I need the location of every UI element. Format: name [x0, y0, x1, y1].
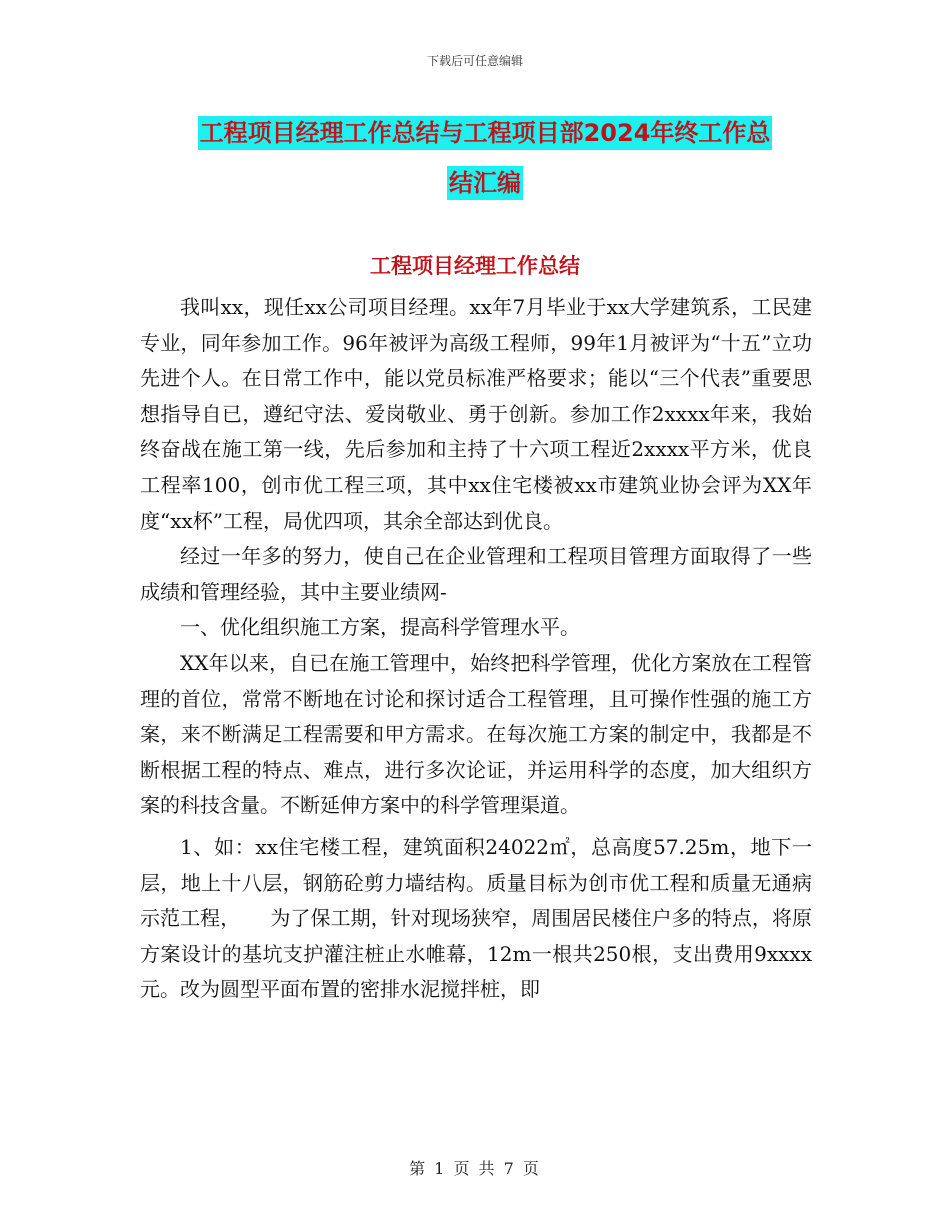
paragraph-example-1: 1、如：xx住宅楼工程，建筑面积24022㎡，总高度57.25m，地下一层，地上十八层，钢筋砼剪力墙结构。质量目标为创市优工程和质量无通病示范工程， 为了保工期，针对现场狭窄，周围居民楼住户多的特点，将原方案设计的基坑支护灌注桩止水帷幕，12m一根共250根，支出费用9xxxx元。改为圆型平面布置的密排水泥搅拌桩，即 — [140, 834, 812, 1002]
document-title — [140, 108, 830, 208]
paragraph-heading-1: 一、优化组织施工方案，提高科学管理水平。 — [180, 615, 580, 640]
section-title: 工程项目经理工作总结 — [370, 254, 580, 278]
page-number-footer: 第 1 页 共 7 页 — [409, 1159, 541, 1178]
paragraph-intro: 我叫xx，现任xx公司项目经理。xx年7月毕业于xx大学建筑系，工民建专业，同年参加工作。96年被评为高级工程师，99年1月被评为“十五”立功先进个人。在日常工作中，能以党员标准严格要求；能以“三个代表”重要思想指导自已，遵纪守法、爱岗敬业、勇于创新。参加工作2xxxx年来，我始终奋战在施工第一线，先后参加和主持了十六项工程近2xxxx平方米，优良工程率100，创市优工程三项，其中xx住宅楼被xx市建筑业协会评为XX年度“xx杯”工程，局优四项，其余全部达到优良。 — [140, 295, 812, 533]
paragraph-management: XX年以来，自已在施工管理中，始终把科学管理，优化方案放在工程管理的首位，常常不断地在讨论和探讨适合工程管理，且可操作性强的施工方案，来不断满足工程需要和甲方需求。在每次施工方案的制定中，我都是不断根据工程的特点、难点，进行多次论证，并运用科学的态度，加大组织方案的科技含量。不断延伸方案中的科学管理渠道。 — [140, 650, 812, 818]
header-note: 下载后可任意编辑 — [426, 54, 523, 68]
paragraph-achievements: 经过一年多的努力，使自己在企业管理和工程项目管理方面取得了一些成绩和管理经验，其中主要业绩网- — [140, 544, 812, 604]
document-body — [140, 290, 812, 1008]
title-line-2: 结汇编 — [447, 166, 523, 200]
title-line-1: 工程项目经理工作总结与工程项目部2024年终工作总 — [198, 116, 773, 150]
